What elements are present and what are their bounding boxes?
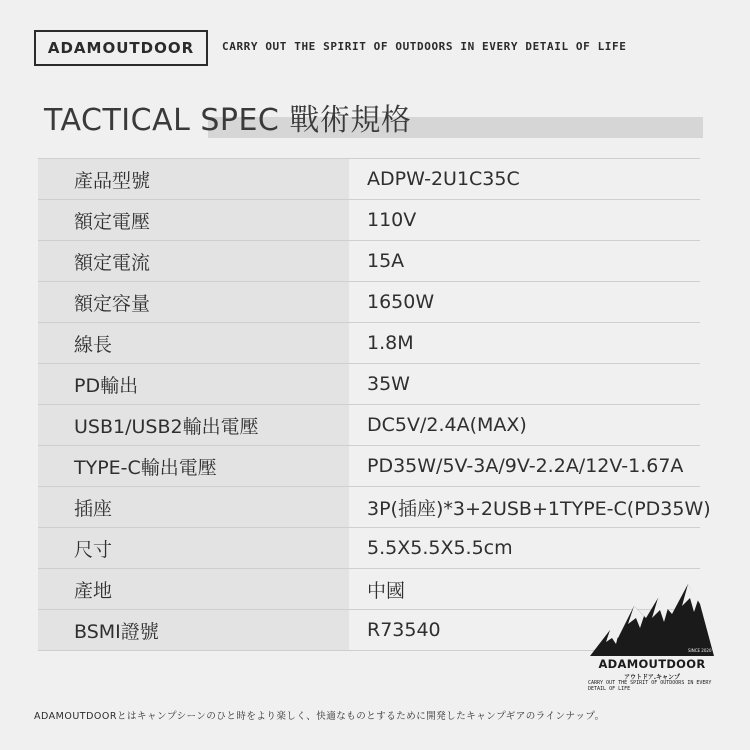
table-row	[38, 323, 700, 364]
table-row	[38, 200, 700, 241]
table-row	[38, 405, 700, 446]
spec-label: PD輸出	[38, 364, 349, 405]
spec-value: 1650W	[349, 282, 700, 323]
brand-tagline: CARRY OUT THE SPIRIT OF OUTDOORS IN EVERY DETAIL OF LIFE	[222, 40, 627, 53]
table-row	[38, 241, 700, 282]
spec-value: 15A	[349, 241, 700, 282]
spec-value: ADPW-2U1C35C	[349, 159, 700, 200]
spec-label: 插座	[38, 487, 349, 528]
logo-subtitle: アウトドア.キャンプ	[623, 674, 681, 681]
mountain-icon	[588, 578, 716, 658]
spec-label: 額定容量	[38, 282, 349, 323]
table-row	[38, 282, 700, 323]
table-row	[38, 487, 700, 528]
logo-brand-name: ADAMOUTDOOR	[598, 657, 706, 671]
spec-value: PD35W/5V-3A/9V-2.2A/12V-1.67A	[349, 446, 700, 487]
spec-label: 產地	[38, 569, 349, 610]
spec-value: 5.5X5.5X5.5cm	[349, 528, 700, 569]
spec-value: 1.8M	[349, 323, 700, 364]
footer-description: ADAMOUTDOORとはキャンプシーンのひと時をより楽しく、快適なものとするために開発したキャンプギアのラインナップ。	[34, 711, 605, 722]
adamoutdoor-mountain-logo	[588, 578, 716, 694]
spec-label: TYPE-C輸出電壓	[38, 446, 349, 487]
spec-label: USB1/USB2輸出電壓	[38, 405, 349, 446]
page-title: TACTICAL SPEC 戰術規格	[44, 103, 412, 138]
spec-label: BSMI證號	[38, 610, 349, 651]
logo-since: SINCE 2020	[688, 648, 712, 653]
table-row	[38, 446, 700, 487]
brand-name: ADAMOUTDOOR	[47, 39, 195, 57]
table-row	[38, 528, 700, 569]
spec-value: 3P(插座)*3+2USB+1TYPE-C(PD35W)	[349, 487, 700, 528]
spec-value: R73540	[349, 610, 700, 651]
table-row	[38, 364, 700, 405]
spec-value: 110V	[349, 200, 700, 241]
table-row	[38, 159, 700, 200]
spec-label: 產品型號	[38, 159, 349, 200]
spec-label: 線長	[38, 323, 349, 364]
spec-label: 額定電流	[38, 241, 349, 282]
spec-label: 尺寸	[38, 528, 349, 569]
spec-label: 額定電壓	[38, 200, 349, 241]
spec-value: 35W	[349, 364, 700, 405]
brand-logo-box	[34, 30, 208, 66]
spec-value: 中國	[349, 569, 700, 610]
spec-value: DC5V/2.4A(MAX)	[349, 405, 700, 446]
logo-tagline: CARRY OUT THE SPIRIT OF OUTDOORS IN EVERY DETAIL OF LIFE	[588, 680, 712, 692]
